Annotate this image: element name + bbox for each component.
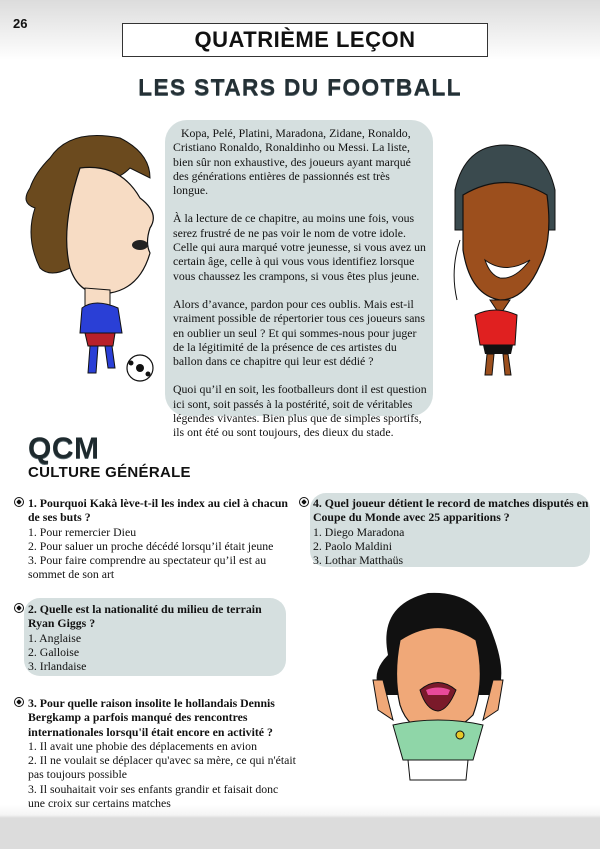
- question-1: [28, 496, 288, 582]
- caricature-player-long-hair: [10, 128, 165, 388]
- page-number: 26: [13, 16, 28, 31]
- intro-paragraph: Quoi qu’il en soit, les footballeurs dont il est question ici sont, soit passés à la postérité, soit de véritables légendes vivantes. Bien plus que de simples sportifs, ils ont été ou sont toujours, des dieux du stade.: [173, 382, 427, 440]
- answer-option[interactable]: 1. Il avait une phobie des déplacements en avion: [28, 738, 257, 753]
- answer-option[interactable]: 3. Irlandaise: [28, 659, 87, 674]
- answer-option[interactable]: 3. Pour faire comprendre au spectateur qu’il est au sommet de son art: [28, 553, 267, 582]
- question-text: 4. Quel joueur détient le record de matches disputés en Coupe du Monde avec 25 apparitions ?: [313, 496, 589, 525]
- caricature-player-smiling: [445, 140, 565, 380]
- question-text: 3. Pour quelle raison insolite le hollandais Dennis Bergkamp a parfois manqué des rencontres internationales lorsqu'il était encore en activité ?: [28, 696, 275, 739]
- answer-option[interactable]: 3. Il souhaitait voir ses enfants grandir et faisait donc une croix sur certains matches: [28, 781, 279, 811]
- question-4: [310, 493, 590, 567]
- answer-option[interactable]: 2. Paolo Maldini: [313, 538, 392, 553]
- intro-paragraph: À la lecture de ce chapitre, au moins une fois, vous serez frustré de ne pas voir le nom de votre idole. Celle qui aura marqué votre jeunesse, si vous avez un certain âge, celle à qui vous vous identifiez lorsque vous chaussez les crampons, si vous êtes plus jeune.: [173, 211, 426, 283]
- answer-option[interactable]: 1. Diego Maradona: [313, 524, 405, 539]
- answer-option[interactable]: 2. Galloise: [28, 644, 80, 659]
- soccer-ball-icon: [14, 497, 24, 507]
- answer-option[interactable]: 2. Pour saluer un proche décédé lorsqu’il était jeune: [28, 538, 274, 553]
- intro-text-box: [165, 120, 433, 440]
- intro-paragraph: Alors d’avance, pardon pour ces oublis. Mais est-il vraiment possible de répertorier tous ces joueurs sans en oublier un seul ? Et qui sommes-nous pour juger de la légitimité de la présence de ces artistes du ballon dans ce chapitre qui leur est dédié ?: [173, 296, 425, 369]
- answer-option[interactable]: 2. Il ne voulait se déplacer qu'avec sa mère, ce qui n'était pas toujours possible: [28, 753, 296, 782]
- answer-option[interactable]: 1. Pour remercier Dieu: [28, 524, 137, 539]
- soccer-ball-icon: [14, 697, 24, 707]
- question-text: 1. Pourquoi Kakà lève-t-il les index au ciel à chacun de ses buts ?: [28, 496, 288, 525]
- qcm-subtitle: CULTURE GÉNÉRALE: [28, 464, 191, 481]
- answer-option[interactable]: 1. Anglaise: [28, 630, 82, 645]
- soccer-ball-icon: [299, 497, 309, 507]
- lesson-title-box: [122, 23, 488, 57]
- intro-paragraph: Kopa, Pelé, Platini, Maradona, Zidane, Ronaldo, Cristiano Ronaldo, Ronaldinho ou Messi. La liste, bien sûr non exhaustive, des joueurs ayant marqué des générations entières de passionnés est très longue.: [173, 126, 411, 198]
- qcm-title: QCM: [28, 432, 100, 465]
- soccer-ball-icon: [14, 603, 24, 613]
- question-2: [24, 598, 286, 676]
- lesson-title: QUATRIÈME LEÇON: [194, 27, 416, 52]
- question-text: 2. Quelle est la nationalité du milieu de terrain Ryan Giggs ?: [28, 602, 262, 631]
- chapter-title: LES STARS DU FOOTBALL: [138, 74, 462, 100]
- caricature-player-arms-raised: [368, 585, 513, 785]
- answer-option[interactable]: 3. Lothar Matthaüs: [313, 553, 404, 568]
- question-3: [28, 696, 298, 810]
